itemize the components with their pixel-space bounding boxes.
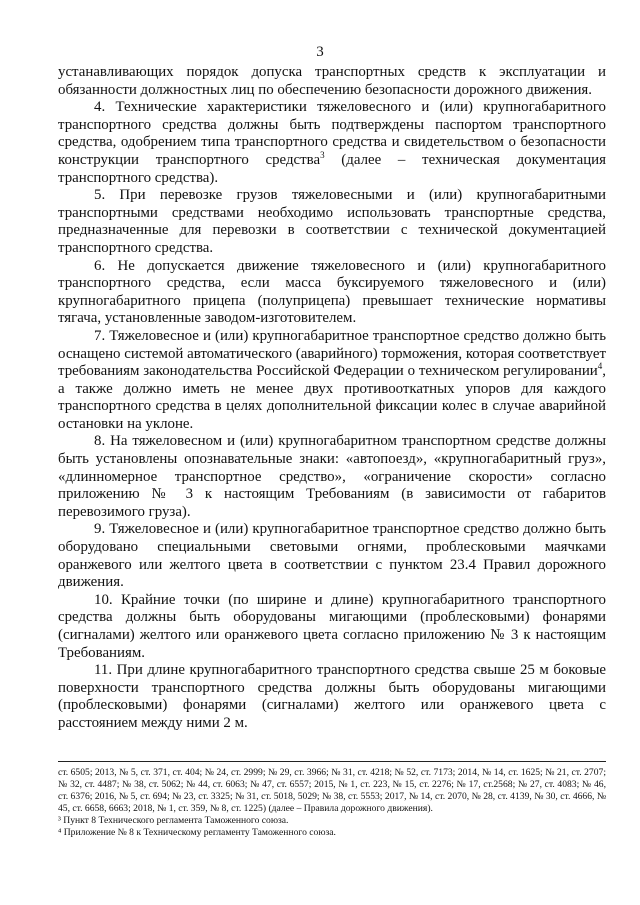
paragraph-4 [58, 99, 606, 187]
paragraph-7-text-after: , а также должно иметь не менее двух противооткатных упоров для каждого транспортного средства в целях дополнительной фиксации колес в случае аварийной остановки на уклоне. [58, 363, 606, 432]
footnote-ref-3[interactable]: 3 [320, 149, 325, 160]
footnote-ref-4[interactable]: 4 [597, 361, 603, 372]
paragraph-7 [58, 328, 606, 434]
paragraph-11: 11. При длине крупногабаритного транспортного средства свыше 25 м боковые поверхности транспортного средства должны быть оборудованы мигающими (проблесковыми) фонарями (сигналами) желтого или оранжевого цвета с расстоянием между ними 2 м. [58, 662, 606, 731]
footnote-divider [58, 761, 606, 762]
footnotes [58, 767, 606, 840]
footnote-3: ³ Пункт 8 Технического регламента Таможенного союза. [58, 815, 289, 827]
paragraph-7-text: 7. Тяжеловесное и (или) крупногабаритное транспортное средство должно быть оснащено системой автоматического (аварийного) торможения, которая соответствует требованиям законодательства Российской Федерации о техническом регулировании [58, 327, 606, 380]
paragraph-4-text-after: (далее – техническая документация транспортного средства). [58, 151, 606, 186]
page-number: 3 [316, 44, 324, 60]
paragraph-5: 5. При перевозке грузов тяжеловесными и (или) крупногабаритными транспортными средствами необходимо использовать транспортные средства, предназначенные для перевозки в соответствии с технической документацией транспортного средства. [58, 187, 606, 256]
footnote-4: ⁴ Приложение № 8 к Техническому регламенту Таможенного союза. [58, 827, 336, 839]
paragraph-6: 6. Не допускается движение тяжеловесного и (или) крупногабаритного транспортного средства, если масса буксируемого тяжеловесного и (или) крупногабаритного прицепа (полуприцепа) превышает технические нормативы тягача, установленные заводом-изготовителем. [58, 257, 606, 327]
paragraph-9: 9. Тяжеловесное и (или) крупногабаритное транспортное средство должно быть оборудовано специальными световыми огнями, проблесковыми маячками оранжевого или желтого цвета в соответствии с пунктом 23.4 Правил дорожного движения. [58, 521, 606, 591]
paragraph-continuation: устанавливающих порядок допуска транспортных средств к эксплуатации и обязанности должностных лиц по обеспечению безопасности дорожного движения. [58, 64, 606, 98]
document-body [58, 64, 606, 733]
paragraph-8: 8. На тяжеловесном и (или) крупногабаритном транспортном средстве должны быть установлены опознавательные знаки: «автопоезд», «крупногабаритный груз», «длинномерное транспортное средство», «ограничение скорости» согласно приложению № 3 к настоящим Требованиям (в зависимости от габаритов перевозимого груза). [58, 433, 606, 520]
paragraph-4-text: 4. Технические характеристики тяжеловесного и (или) крупногабаритного транспортного средства должны быть подтверждены паспортом транспортного средства, одобрением типа транспортного средства и свидетельством о безопасности конструкции транспортного средства [58, 99, 606, 168]
paragraph-10: 10. Крайние точки (по ширине и длине) крупногабаритного транспортного средства должны быть оборудованы мигающими (проблесковыми) фонарями (сигналами) желтого или оранжевого цвета согласно приложению № 3 к настоящим Требованиям. [58, 591, 606, 661]
footnote-continuation: ст. 6505; 2013, № 5, ст. 371, ст. 404; № 24, ст. 2999; № 29, ст. 3966; № 31, ст. 4218; № 52, ст. 7173; 2014, № 14, ст. 1625; № 21, ст. 2707; № 32, ст. 4487; № 38, ст. 5062; № 44, ст. 6063; № 47, ст. 6557; 2015, № 1, ст. 223, № 15, ст. 2276; № 17, ст.2568; № 27, ст. 4083; № 46, ст. 6376; 2016, № 5, ст. 694; № 23, ст. 3325; № 31, ст. 5018, 5029; № 38, ст. 5553; 2017, № 14, ст. 2070, № 28, ст. 4139, № 30, ст. 4666, № 45, ст. 6658, 6663; 2018, № 1, ст. 359, № 8, ст. 1225) (далее – Правила дорожного движения). [58, 767, 606, 815]
